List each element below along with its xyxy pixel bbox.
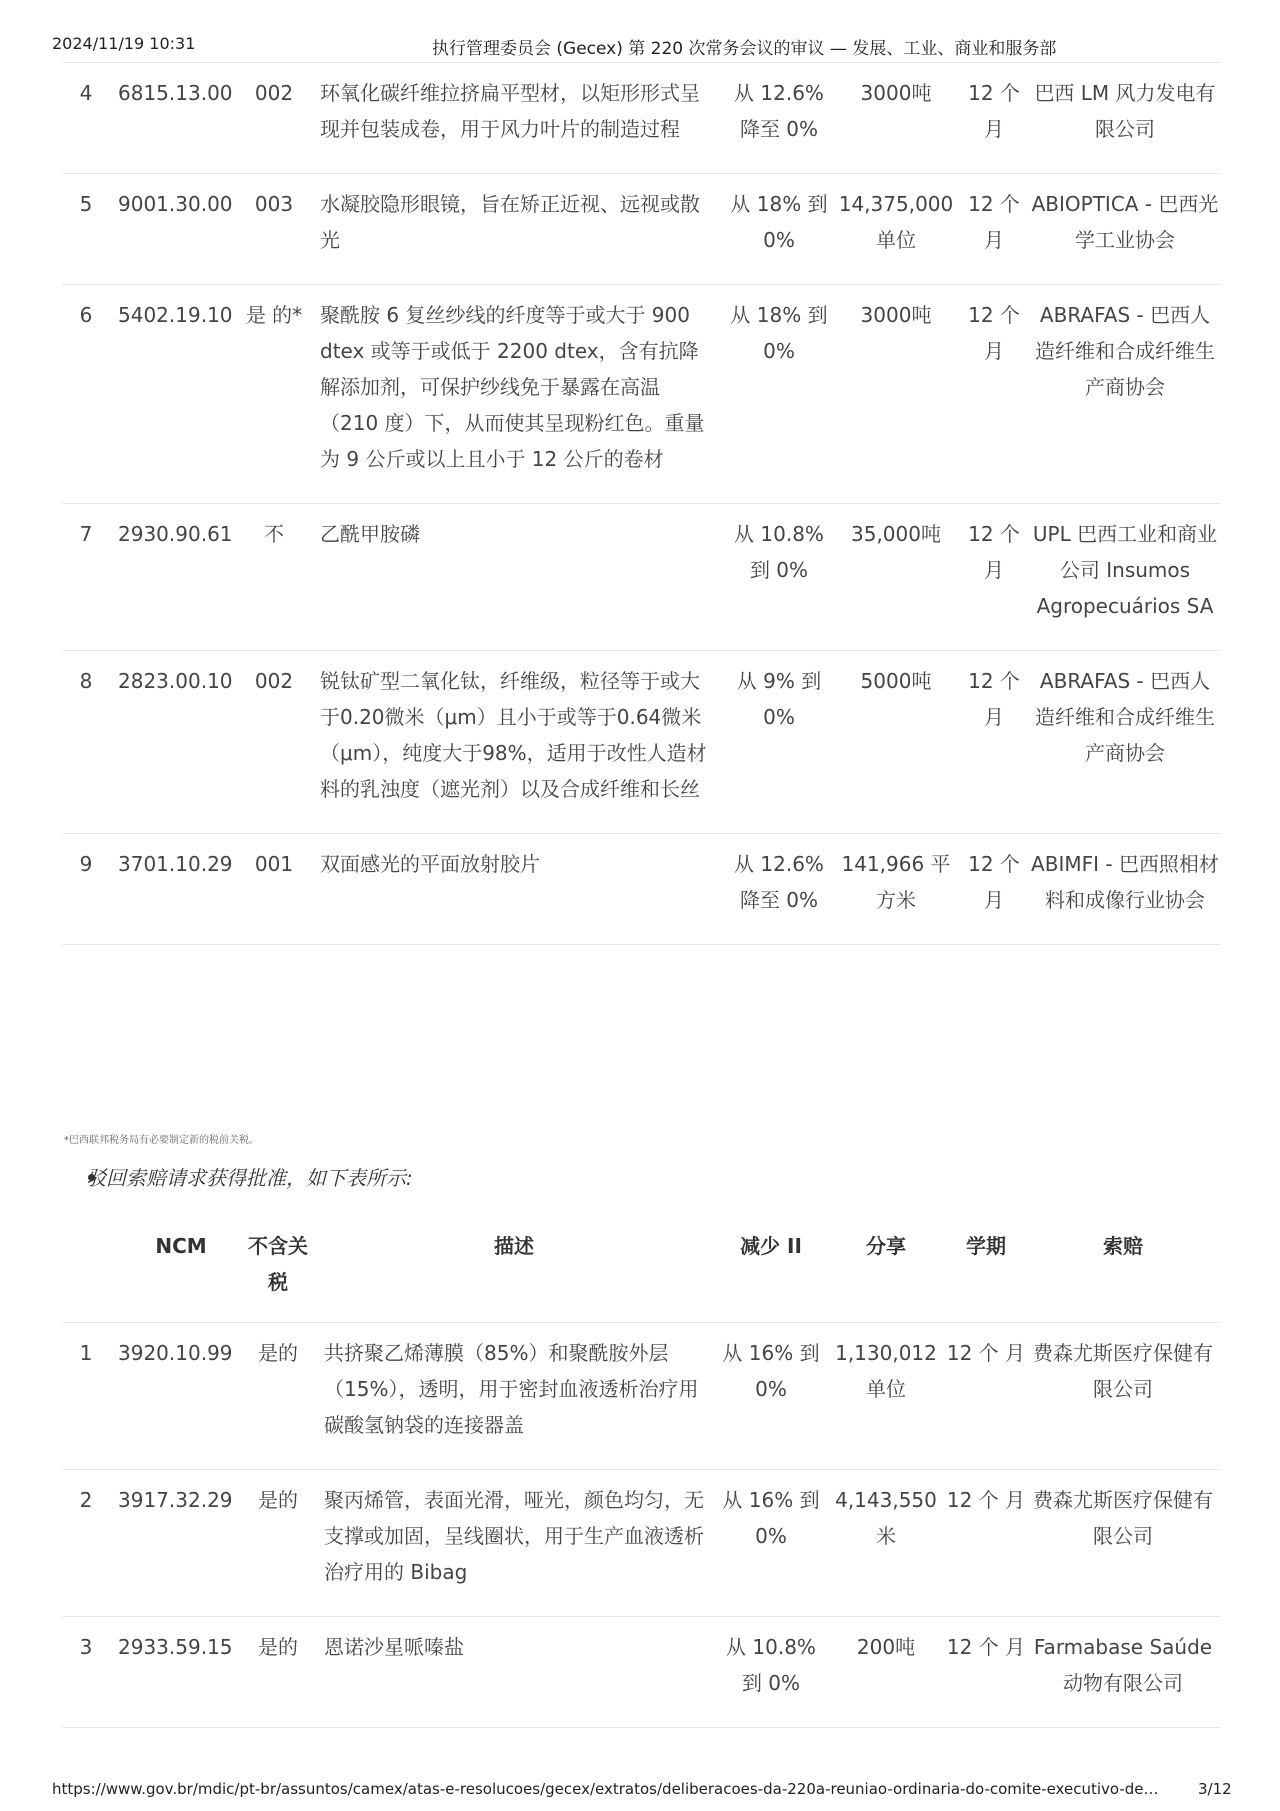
cell-index: 4	[62, 63, 110, 174]
cell-ncm: 6815.13.00	[110, 63, 240, 174]
cell-description: 聚丙烯管，表面光滑，哑光，颜色均匀，无支撑或加固，呈线圈状，用于生产血液透析治疗用的 Bibag	[312, 1470, 716, 1617]
cell-ex: 002	[240, 651, 308, 834]
cell-term: 12 个 月	[946, 1617, 1026, 1728]
cell-share: 200吨	[826, 1617, 946, 1728]
cell-term: 12 个 月	[958, 504, 1030, 651]
cell-reduction: 从 18% 到 0%	[724, 174, 834, 285]
cell-claimant: Farmabase Saúde 动物有限公司	[1026, 1617, 1220, 1728]
cell-reduction: 从 18% 到 0%	[724, 285, 834, 504]
approved-tariff-table-continued	[62, 62, 1220, 945]
table-row	[62, 1470, 1220, 1617]
table-row	[62, 1323, 1220, 1470]
table-row	[62, 174, 1220, 285]
table-header-row	[62, 1218, 1220, 1323]
cell-claimant: 费森尤斯医疗保健有限公司	[1026, 1470, 1220, 1617]
cell-reduction: 从 10.8% 到 0%	[724, 504, 834, 651]
page-title: 执行管理委员会 (Gecex) 第 220 次常务会议的审议 — 发展、工业、商业和服务部	[432, 39, 1057, 59]
cell-claimant: ABIOPTICA - 巴西光学工业协会	[1030, 174, 1220, 285]
cell-description: 共挤聚乙烯薄膜（85%）和聚酰胺外层（15%），透明，用于密封血液透析治疗用碳酸氢钠袋的连接器盖	[312, 1323, 716, 1470]
cell-claimant: ABIMFI - 巴西照相材料和成像行业协会	[1030, 834, 1220, 945]
header-claim: 索赔	[1026, 1218, 1220, 1323]
cell-ex: 不	[240, 504, 308, 651]
cell-ex: 003	[240, 174, 308, 285]
cell-index: 5	[62, 174, 110, 285]
cell-claimant: UPL 巴西工业和商业公司 Insumos Agropecuários SA	[1030, 504, 1220, 651]
cell-ex: 002	[240, 63, 308, 174]
cell-reduction: 从 16% 到 0%	[716, 1323, 826, 1470]
cell-claimant: ABRAFAS - 巴西人造纤维和合成纤维生产商协会	[1030, 285, 1220, 504]
cell-share: 35,000吨	[834, 504, 958, 651]
cell-description: 乙酰甲胺磷	[308, 504, 724, 651]
cell-reduction: 从 12.6% 降至 0%	[724, 834, 834, 945]
header-term: 学期	[946, 1218, 1026, 1323]
cell-description: 聚酰胺 6 复丝纱线的纤度等于或大于 900 dtex 或等于或低于 2200 dtex，含有抗降解添加剂，可保护纱线免于暴露在高温（210 度）下，从而使其呈现粉红色。重量为 9 公斤或以上且小于 12 公斤的卷材	[308, 285, 724, 504]
cell-ex: 001	[240, 834, 308, 945]
cell-ncm: 3920.10.99	[110, 1323, 244, 1470]
header-desc: 描述	[312, 1218, 716, 1323]
table-row	[62, 504, 1220, 651]
rejected-claims-table	[62, 1218, 1220, 1728]
cell-term: 12 个 月	[958, 651, 1030, 834]
page-number: 3/12	[1198, 1780, 1232, 1798]
cell-index: 2	[62, 1470, 110, 1617]
header-index	[62, 1218, 110, 1323]
header-ncm: NCM	[110, 1218, 244, 1323]
cell-index: 9	[62, 834, 110, 945]
cell-reduction: 从 12.6% 降至 0%	[724, 63, 834, 174]
cell-ex: 是的	[244, 1323, 312, 1470]
cell-ncm: 2933.59.15	[110, 1617, 244, 1728]
cell-description: 双面感光的平面放射胶片	[308, 834, 724, 945]
cell-share: 14,375,000 单位	[834, 174, 958, 285]
bullet-text: 驳回索赔请求获得批准，如下表所示:	[86, 1166, 413, 1190]
cell-index: 6	[62, 285, 110, 504]
print-datetime: 2024/11/19 10:31	[52, 34, 196, 53]
cell-index: 3	[62, 1617, 110, 1728]
cell-term: 12 个 月	[946, 1470, 1026, 1617]
header-ex: 不含关税	[244, 1218, 312, 1323]
cell-index: 8	[62, 651, 110, 834]
cell-ex: 是的	[244, 1470, 312, 1617]
cell-ex: 是的	[244, 1617, 312, 1728]
cell-term: 12 个 月	[946, 1323, 1026, 1470]
cell-share: 141,966 平方米	[834, 834, 958, 945]
cell-claimant: 巴西 LM 风力发电有限公司	[1030, 63, 1220, 174]
cell-description: 恩诺沙星哌嗪盐	[312, 1617, 716, 1728]
cell-ncm: 2930.90.61	[110, 504, 240, 651]
header-reduction: 减少 II	[716, 1218, 826, 1323]
cell-term: 12 个 月	[958, 63, 1030, 174]
cell-index: 1	[62, 1323, 110, 1470]
cell-reduction: 从 16% 到 0%	[716, 1470, 826, 1617]
table-row	[62, 834, 1220, 945]
table-row	[62, 1617, 1220, 1728]
cell-share: 1,130,012 单位	[826, 1323, 946, 1470]
cell-claimant: 费森尤斯医疗保健有限公司	[1026, 1323, 1220, 1470]
table-row	[62, 285, 1220, 504]
cell-share: 4,143,550 米	[826, 1470, 946, 1617]
footer-url: https://www.gov.br/mdic/pt-br/assuntos/camex/atas-e-resolucoes/gecex/extratos/deliberacoes-da-220a-reuniao-ordinaria-do-comite-executivo-de…	[52, 1780, 1159, 1798]
cell-description: 水凝胶隐形眼镜，旨在矫正近视、远视或散光	[308, 174, 724, 285]
footnote: *巴西联邦税务局有必要制定新的税前关税。	[64, 1135, 259, 1146]
cell-share: 3000吨	[834, 63, 958, 174]
header-share: 分享	[826, 1218, 946, 1323]
cell-ex: 是 的*	[240, 285, 308, 504]
cell-ncm: 9001.30.00	[110, 174, 240, 285]
cell-ncm: 3701.10.29	[110, 834, 240, 945]
table-row	[62, 651, 1220, 834]
cell-description: 锐钛矿型二氧化钛，纤维级，粒径等于或大于0.20微米（μm）且小于或等于0.64微米（μm），纯度大于98%，适用于改性人造材料的乳浊度（遮光剂）以及合成纤维和长丝	[308, 651, 724, 834]
cell-ncm: 3917.32.29	[110, 1470, 244, 1617]
cell-index: 7	[62, 504, 110, 651]
cell-term: 12 个 月	[958, 174, 1030, 285]
cell-reduction: 从 9% 到 0%	[724, 651, 834, 834]
cell-ncm: 2823.00.10	[110, 651, 240, 834]
cell-ncm: 5402.19.10	[110, 285, 240, 504]
cell-reduction: 从 10.8% 到 0%	[716, 1617, 826, 1728]
cell-claimant: ABRAFAS - 巴西人造纤维和合成纤维生产商协会	[1030, 651, 1220, 834]
table-row	[62, 63, 1220, 174]
cell-description: 环氧化碳纤维拉挤扁平型材，以矩形形式呈现并包装成卷，用于风力叶片的制造过程	[308, 63, 724, 174]
cell-share: 3000吨	[834, 285, 958, 504]
cell-term: 12 个 月	[958, 834, 1030, 945]
cell-share: 5000吨	[834, 651, 958, 834]
cell-term: 12 个 月	[958, 285, 1030, 504]
